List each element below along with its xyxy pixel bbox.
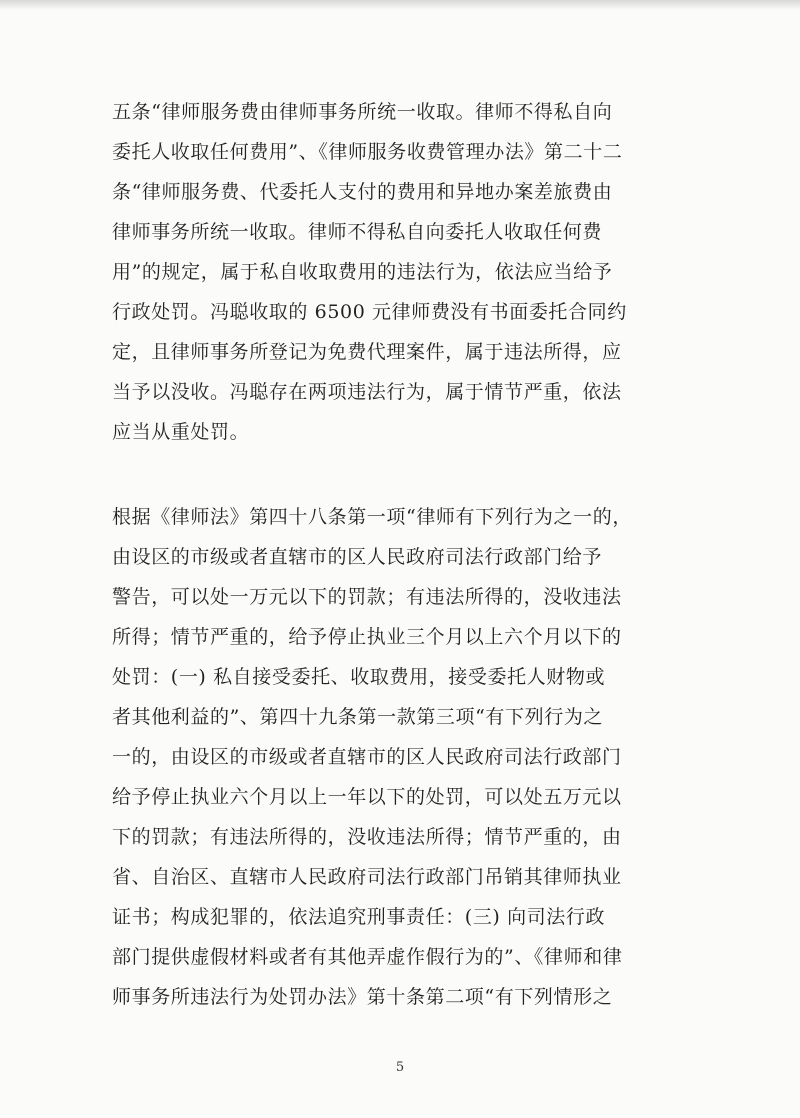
scan-top-edge	[0, 0, 800, 10]
text-line: 五条“律师服务费由律师事务所统一收取。律师不得私自向	[112, 101, 613, 123]
text-line: 证书；构成犯罪的，依法追究刑事责任：(三) 向司法行政	[112, 906, 606, 928]
text-line: 警告，可以处一万元以下的罚款；有违法所得的，没收违法	[112, 586, 622, 608]
text-line: 行政处罚。冯聪收取的 6500 元律师费没有书面委托合同约	[112, 301, 627, 323]
text-line: 委托人收取任何费用”、《律师服务收费管理办法》第二十二	[112, 141, 623, 163]
text-line: 省、自治区、直辖市人民政府司法行政部门吊销其律师执业	[112, 866, 622, 888]
text-line: 根据《律师法》第四十八条第一项“律师有下列行为之一的，	[112, 506, 632, 528]
paragraph-1	[112, 92, 678, 452]
text-line: 由设区的市级或者直辖市的区人民政府司法行政部门给予	[112, 546, 603, 568]
text-line: 应当从重处罚。	[112, 421, 250, 443]
text-line: 一的，由设区的市级或者直辖市的区人民政府司法行政部门	[112, 746, 622, 768]
text-line: 处罚：(一) 私自接受委托、收取费用，接受委托人财物或	[112, 666, 606, 688]
text-line: 部门提供虚假材料或者有其他弄虚作假行为的”、《律师和律	[112, 946, 623, 968]
text-line: 下的罚款；有违法所得的，没收违法所得；情节严重的，由	[112, 826, 622, 848]
page-number: 5	[395, 1060, 405, 1075]
text-line: 用”的规定，属于私自收取费用的违法行为，依法应当给予	[112, 261, 613, 283]
text-line: 定，且律师事务所登记为免费代理案件，属于违法所得，应	[112, 341, 622, 363]
text-line: 条“律师服务费、代委托人支付的费用和异地办案差旅费由	[112, 181, 613, 203]
text-line: 师事务所违法行为处罚办法》第十条第二项“有下列情形之	[112, 986, 613, 1008]
paragraph-2	[112, 497, 678, 1017]
text-line: 当予以没收。冯聪存在两项违法行为，属于情节严重，依法	[112, 381, 622, 403]
text-line: 者其他利益的”、第四十九条第一款第三项“有下列行为之	[112, 706, 604, 728]
text-line: 所得；情节严重的，给予停止执业三个月以上六个月以下的	[112, 626, 622, 648]
text-line: 给予停止执业六个月以上一年以下的处罚，可以处五万元以	[112, 786, 622, 808]
text-line: 律师事务所统一收取。律师不得私自向委托人收取任何费	[112, 221, 603, 243]
